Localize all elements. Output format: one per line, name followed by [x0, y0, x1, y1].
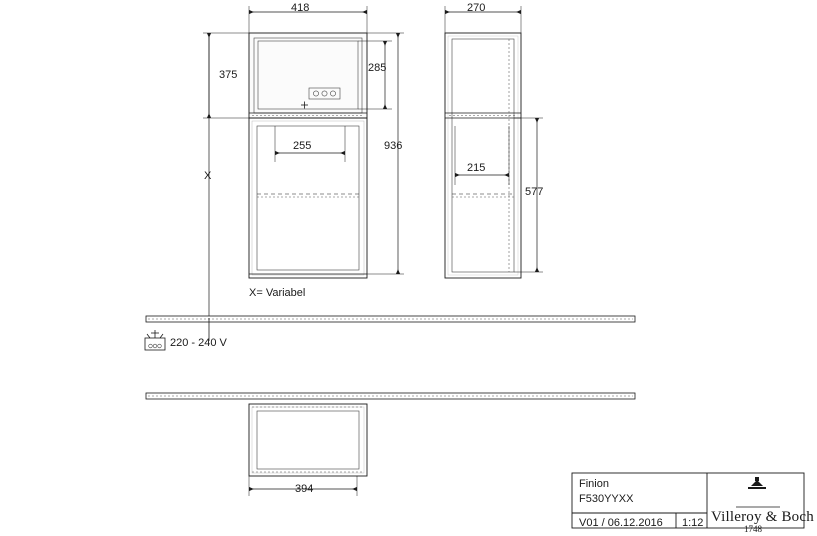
brand-logo-icon [736, 477, 780, 507]
front-view-cabinet [249, 33, 367, 278]
plan-view-cabinet [249, 404, 367, 476]
dim-label-inner-width: 255 [293, 140, 312, 152]
dim-label-plan-width: 394 [295, 483, 314, 495]
dim-label-inner-depth: 215 [467, 162, 486, 174]
voltage-label: 220 - 240 V [170, 337, 227, 349]
dim-label-top-height: 375 [219, 69, 238, 81]
title-block-product-name: Finion [579, 478, 609, 490]
axis-x-label: X [204, 170, 212, 182]
side-view-cabinet [445, 33, 521, 278]
dim-label-total-height: 936 [384, 140, 403, 152]
dim-label-lower-height: 577 [525, 186, 544, 198]
brand-name: Villeroy & Boch [711, 509, 814, 525]
dim-label-mirror-height: 285 [368, 62, 387, 74]
floor-line-upper [146, 316, 635, 322]
title-block-article-number: F530YYXX [579, 493, 634, 505]
brand-year: 1748 [744, 524, 762, 534]
floor-line-lower [146, 393, 635, 399]
title-block-scale: 1:12 [682, 517, 704, 529]
title-block-version-date: V01 / 06.12.2016 [579, 517, 663, 529]
dim-label-front-width: 418 [291, 2, 310, 14]
variable-note: X= Variabel [249, 287, 306, 299]
dim-label-side-depth: 270 [467, 2, 486, 14]
power-socket-symbol [145, 330, 165, 350]
